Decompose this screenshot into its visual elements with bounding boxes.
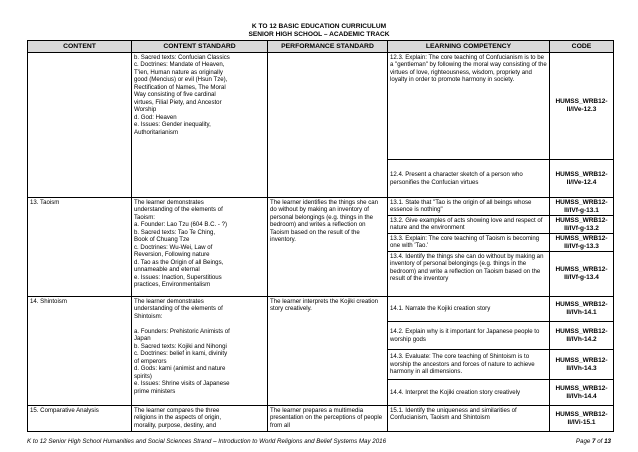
competency-cell: 14.2. Explain why is it important for Japanese people to worship gods <box>388 322 550 350</box>
footer-page-indicator <box>576 438 611 445</box>
code-cell: HUMSS_WRB12-II/IVe-12.4 <box>550 160 614 198</box>
performance-standard-cell: The learner identifies the things she can do without by making an inventory of personal belongings (e.g. things in the bedroom) and writes a reflection on Taoism based on the result of the inventory. <box>268 198 388 297</box>
col-header-content-standard: CONTENT STANDARD <box>132 41 268 53</box>
competency-cell: 14.4. Interpret the Kojiki creation story creatively <box>388 380 550 406</box>
competency-cell: 13.2. Give examples of acts showing love and respect of nature and the environment <box>388 216 550 234</box>
page-total: 13 <box>604 438 611 445</box>
col-header-content: CONTENT <box>28 41 132 53</box>
content-standard-cell: b. Sacred texts: Confucian Classics c. Doctrines: Mandate of Heaven, T'ien, Human nature as originally good (Mencius) or evil (Hsun Tze), Rectification of Names, The Moral Way consisting of five cardinal virtues, Filial Piety, and Ancestor Worship d. God: Heaven e. Issues: Gender inequality, Authoritarianism <box>132 53 268 198</box>
code-cell: HUMSS_WRB12-II/IVf-g-13.4 <box>550 252 614 297</box>
table-header-row <box>28 41 614 53</box>
col-header-code: CODE <box>550 41 614 53</box>
code-cell: HUMSS_WRB12-II/IVh-14.1 <box>550 297 614 322</box>
content-standard-cell: The learner demonstrates understanding of the elements of Shintoism: a. Founders: Prehistoric Animists of Japan b. Sacred texts: Kojiki and Nihongi c. Doctrines: belief in kami, divinity of emperors d. Gods: kami (animist and nature spirits) e. Issues: Shrine visits of Japanese prime ministers <box>132 297 268 406</box>
performance-standard-cell <box>268 53 388 198</box>
code-cell: HUMSS_WRB12-II/IVh-14.4 <box>550 380 614 406</box>
page-label: Page <box>575 438 593 445</box>
code-cell: HUMSS_WRB12-II/IVi-15.1 <box>550 406 614 432</box>
page-number: 7 <box>592 438 596 445</box>
code-cell: HUMSS_WRB12-II/IVh-14.2 <box>550 322 614 350</box>
performance-standard-cell: The learner prepares a multimedia presentation on the perceptions of people from all <box>268 406 388 432</box>
content-cell: 15. Comparative Analysis <box>28 406 132 432</box>
competency-cell: 14.3. Evaluate: The core teaching of Shintoism is to worship the ancestors and forces of nature to achieve harmony in all dimensions. <box>388 350 550 380</box>
table-row <box>28 406 614 432</box>
competency-cell: 13.3. Explain: The core teaching of Taoism is becoming one with 'Tao.' <box>388 234 550 252</box>
content-cell: 14. Shintoism <box>28 297 132 406</box>
table-row <box>28 53 614 160</box>
content-standard-cell: The learner compares the three religions in the aspects of origin, morality, purpose, destiny, and <box>132 406 268 432</box>
table-row <box>28 297 614 322</box>
competency-cell: 12.4. Present a character sketch of a person who personifies the Confucian virtues <box>388 160 550 198</box>
competency-cell: 14.1. Narrate the Kojiki creation story <box>388 297 550 322</box>
content-standard-cell: The learner demonstrates understanding of the elements of Taoism: a. Founder: Lao Tzu (604 B.C. - ?) b. Sacred texts: Tao Te Ching, Book of Chuang Tze c. Doctrines: Wu-Wei, Law of Reversion, Following nature d. Tao as the Origin of all Beings, unnameable and eternal e. Issues: Inaction, Superstitious practices, Environmentalism <box>132 198 268 297</box>
document-title: K TO 12 BASIC EDUCATION CURRICULUM <box>251 23 387 30</box>
code-cell: HUMSS_WRB12-II/IVf-g-13.1 <box>550 198 614 216</box>
performance-standard-cell: The learner interprets the Kojiki creation story creatively. <box>268 297 388 406</box>
competency-cell: 15.1. Identify the uniqueness and similarities of Confucianism, Taoism and Shintoism <box>388 406 550 432</box>
content-cell: 13. Taoism <box>28 198 132 297</box>
code-cell: HUMSS_WRB12-II/IVe-12.3 <box>550 53 614 160</box>
footer-document-title: K to 12 Senior High School Humanities and Social Sciences Strand – Introduction to World Religions and Belief Systems May 2016 <box>27 438 387 445</box>
code-cell: HUMSS_WRB12-II/IVh-14.3 <box>550 350 614 380</box>
col-header-learning-competency: LEARNING COMPETENCY <box>388 41 550 53</box>
code-cell: HUMSS_WRB12-II/IVf-g-13.3 <box>550 234 614 252</box>
col-header-performance-standard: PERFORMANCE STANDARD <box>268 41 388 53</box>
code-cell: HUMSS_WRB12-II/IVf-g-13.2 <box>550 216 614 234</box>
table-row <box>28 198 614 216</box>
competency-cell: 12.3. Explain: The core teaching of Confucianism is to be a "gentleman" by following the moral way consisting of the virtues of love, righteousness, wisdom, propriety and loyalty in order to promote harmony in society. <box>388 53 550 160</box>
document-subtitle: SENIOR HIGH SCHOOL – ACADEMIC TRACK <box>248 31 390 38</box>
competency-cell: 13.4. Identify the things she can do without by making an inventory of personal belongings (e.g. things in the bedroom) and write a reflection on Taoism based on the result of the inventory <box>388 252 550 297</box>
page-of-label: of <box>595 438 605 445</box>
content-cell <box>28 53 132 198</box>
competency-cell: 13.1. State that "Tao is the origin of all beings whose essence is nothing" <box>388 198 550 216</box>
curriculum-table <box>27 40 614 432</box>
